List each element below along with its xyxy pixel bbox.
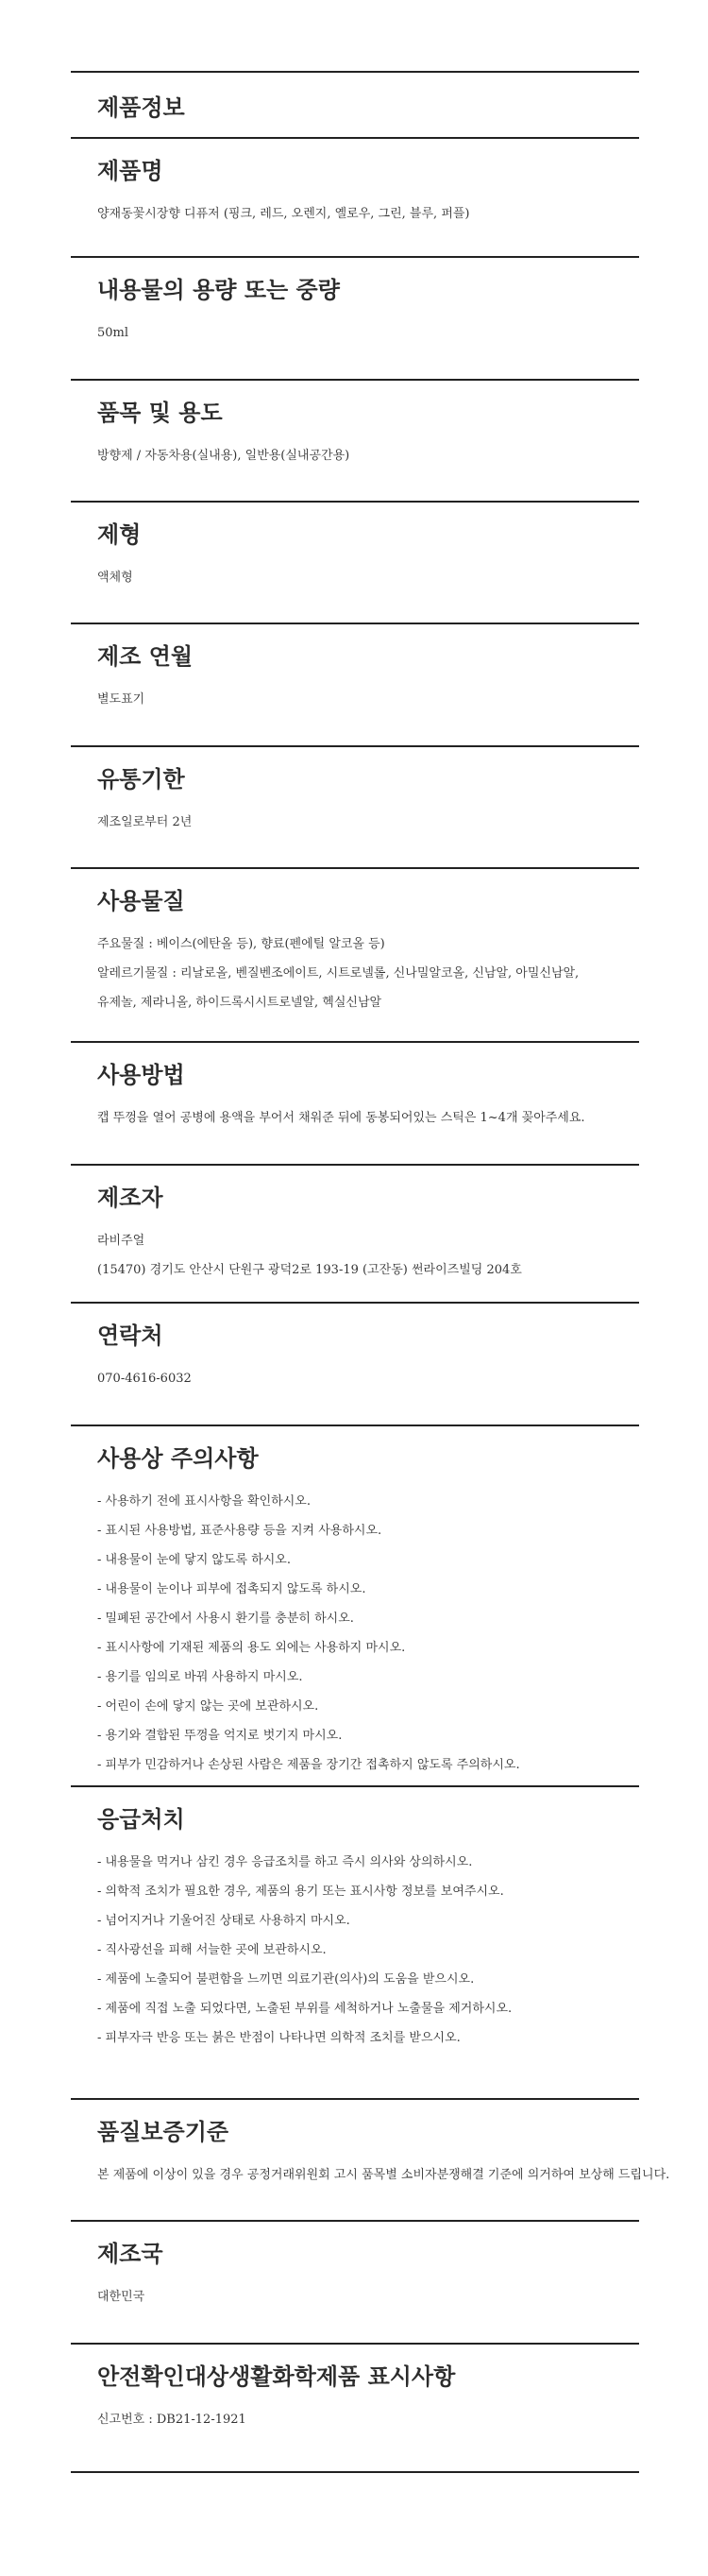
section-body — [97, 2282, 613, 2312]
section-body — [97, 2405, 613, 2434]
section-text-line: 액체형 — [97, 571, 133, 585]
section-title: 사용상 주의사항 — [97, 1444, 259, 1472]
section-text-line: 알레르기물질 : 리날로올, 벤질벤조에이트, 시트로넬롤, 신나밀알코올, 신남알, 아밀신남알, — [97, 966, 580, 981]
section-text-line: - 피부자극 반응 또는 붉은 반점이 나타나면 의학적 조치를 받으시오. — [97, 2031, 461, 2045]
section-text-line: - 표시사항에 기재된 제품의 용도 외에는 사용하지 마시오. — [97, 1641, 406, 1655]
section-body — [97, 1848, 613, 2053]
info-section — [71, 747, 639, 867]
section-text-line: 별도표기 — [97, 692, 145, 707]
info-section — [71, 869, 639, 1041]
section-text-line: 대한민국 — [97, 2290, 145, 2304]
section-text-line: - 내용물이 눈이나 피부에 접촉되지 않도록 하시오. — [97, 1582, 366, 1596]
info-section — [71, 1043, 639, 1164]
section-text-line: - 표시된 사용방법, 표준사용량 등을 지켜 사용하시오. — [97, 1524, 382, 1538]
section-body — [97, 1364, 613, 1393]
info-section — [71, 139, 639, 256]
info-section — [71, 258, 639, 379]
section-body — [97, 2160, 670, 2190]
section-text-line: - 내용물을 먹거나 삼킨 경우 응급조치를 하고 즉시 의사와 상의하시오. — [97, 1855, 473, 1869]
info-section — [71, 1787, 639, 2098]
product-info-header — [71, 73, 639, 137]
page-title: 제품정보 — [97, 93, 185, 121]
section-title: 사용방법 — [97, 1061, 185, 1088]
section-text-line: 신고번호 : DB21-12-1921 — [97, 2413, 246, 2427]
info-section — [71, 624, 639, 745]
section-text-line: 제조일로부터 2년 — [97, 815, 193, 829]
section-body — [97, 563, 613, 592]
section-title: 제형 — [97, 520, 142, 548]
section-title: 제품명 — [97, 157, 163, 184]
section-body — [97, 1103, 613, 1133]
section-text-line: 본 제품에 이상이 있을 경우 공정거래위원회 고시 품목별 소비자분쟁해결 기준에 의거하여 보상해 드립니다. — [97, 2168, 670, 2182]
info-sections — [71, 139, 670, 2473]
section-title: 제조국 — [97, 2240, 163, 2267]
section-body — [97, 1226, 613, 1285]
section-title: 응급처치 — [97, 1805, 185, 1833]
section-body — [97, 1487, 613, 1780]
section-body — [97, 685, 613, 714]
section-text-line: - 밀폐된 공간에서 사용시 환기를 충분히 하시오. — [97, 1612, 354, 1626]
divider — [71, 2471, 639, 2473]
section-title: 제조 연월 — [97, 642, 194, 670]
section-text-line: - 피부가 민감하거나 손상된 사람은 제품을 장기간 접촉하지 않도록 주의하시오. — [97, 1758, 520, 1772]
section-text-line: 070-4616-6032 — [97, 1372, 192, 1386]
section-body — [97, 808, 613, 837]
section-text-line: 주요물질 : 베이스(에탄올 등), 향료(펜에틸 알코올 등) — [97, 937, 385, 951]
section-title: 품목 및 용도 — [97, 399, 223, 426]
section-title: 사용물질 — [97, 887, 185, 914]
section-text-line: - 의학적 조치가 필요한 경우, 제품의 용기 또는 표시사항 정보를 보여주시오. — [97, 1885, 504, 1899]
section-title: 품질보증기준 — [97, 2118, 229, 2145]
info-section — [71, 2345, 639, 2471]
section-text-line: - 용기를 임의로 바꿔 사용하지 마시오. — [97, 1670, 303, 1684]
section-text-line: - 제품에 노출되어 불편함을 느끼면 의료기관(의사)의 도움을 받으시오. — [97, 1972, 475, 1987]
section-text-line: 50ml — [97, 326, 129, 340]
info-section — [71, 2222, 639, 2343]
info-section — [71, 1166, 639, 1302]
section-text-line: - 넘어지거나 기울어진 상태로 사용하지 마시오. — [97, 1914, 350, 1928]
section-title: 제조자 — [97, 1184, 163, 1211]
section-text-line: - 용기와 결합된 뚜껑을 억지로 벗기지 마시오. — [97, 1729, 343, 1743]
section-text-line: 유제놀, 제라니올, 하이드록시시트로넬알, 헥실신남알 — [97, 996, 382, 1010]
section-text-line: - 내용물이 눈에 닿지 않도록 하시오. — [97, 1553, 291, 1567]
section-text-line: - 어린이 손에 닿지 않는 곳에 보관하시오. — [97, 1699, 319, 1714]
section-title: 안전확인대상생활화학제품 표시사항 — [97, 2363, 456, 2390]
section-text-line: (15470) 경기도 안산시 단원구 광덕2로 193-19 (고잔동) 썬라이즈빌딩 204호 — [97, 1263, 522, 1277]
section-text-line: 캡 뚜껑을 열어 공병에 용액을 부어서 채워준 뒤에 동봉되어있는 스틱은 1~4개 꽂아주세요. — [97, 1111, 585, 1125]
section-text-line: - 사용하기 전에 표시사항을 확인하시오. — [97, 1494, 311, 1509]
section-title: 유통기한 — [97, 765, 185, 793]
info-section — [71, 1426, 639, 1785]
section-text-line: - 직사광선을 피해 서늘한 곳에 보관하시오. — [97, 1943, 327, 1957]
section-text-line: 라비주얼 — [97, 1234, 145, 1248]
section-body — [97, 199, 613, 229]
section-text-line: - 제품에 직접 노출 되었다면, 노출된 부위를 세척하거나 노출물을 제거하시오. — [97, 2002, 513, 2016]
section-body — [97, 930, 613, 1017]
section-title: 내용물의 용량 또는 중량 — [97, 276, 340, 303]
info-section — [71, 1304, 639, 1424]
section-title: 연락처 — [97, 1322, 163, 1349]
info-section — [71, 503, 639, 623]
section-text-line: 방향제 / 자동차용(실내용), 일반용(실내공간용) — [97, 449, 350, 463]
section-body — [97, 318, 613, 348]
product-info-panel — [71, 71, 670, 2473]
section-text-line: 양재동꽃시장향 디퓨저 (핑크, 레드, 오렌지, 옐로우, 그린, 블루, 퍼플) — [97, 207, 470, 221]
info-section — [71, 381, 639, 501]
section-body — [97, 441, 613, 470]
info-section — [71, 2100, 670, 2220]
